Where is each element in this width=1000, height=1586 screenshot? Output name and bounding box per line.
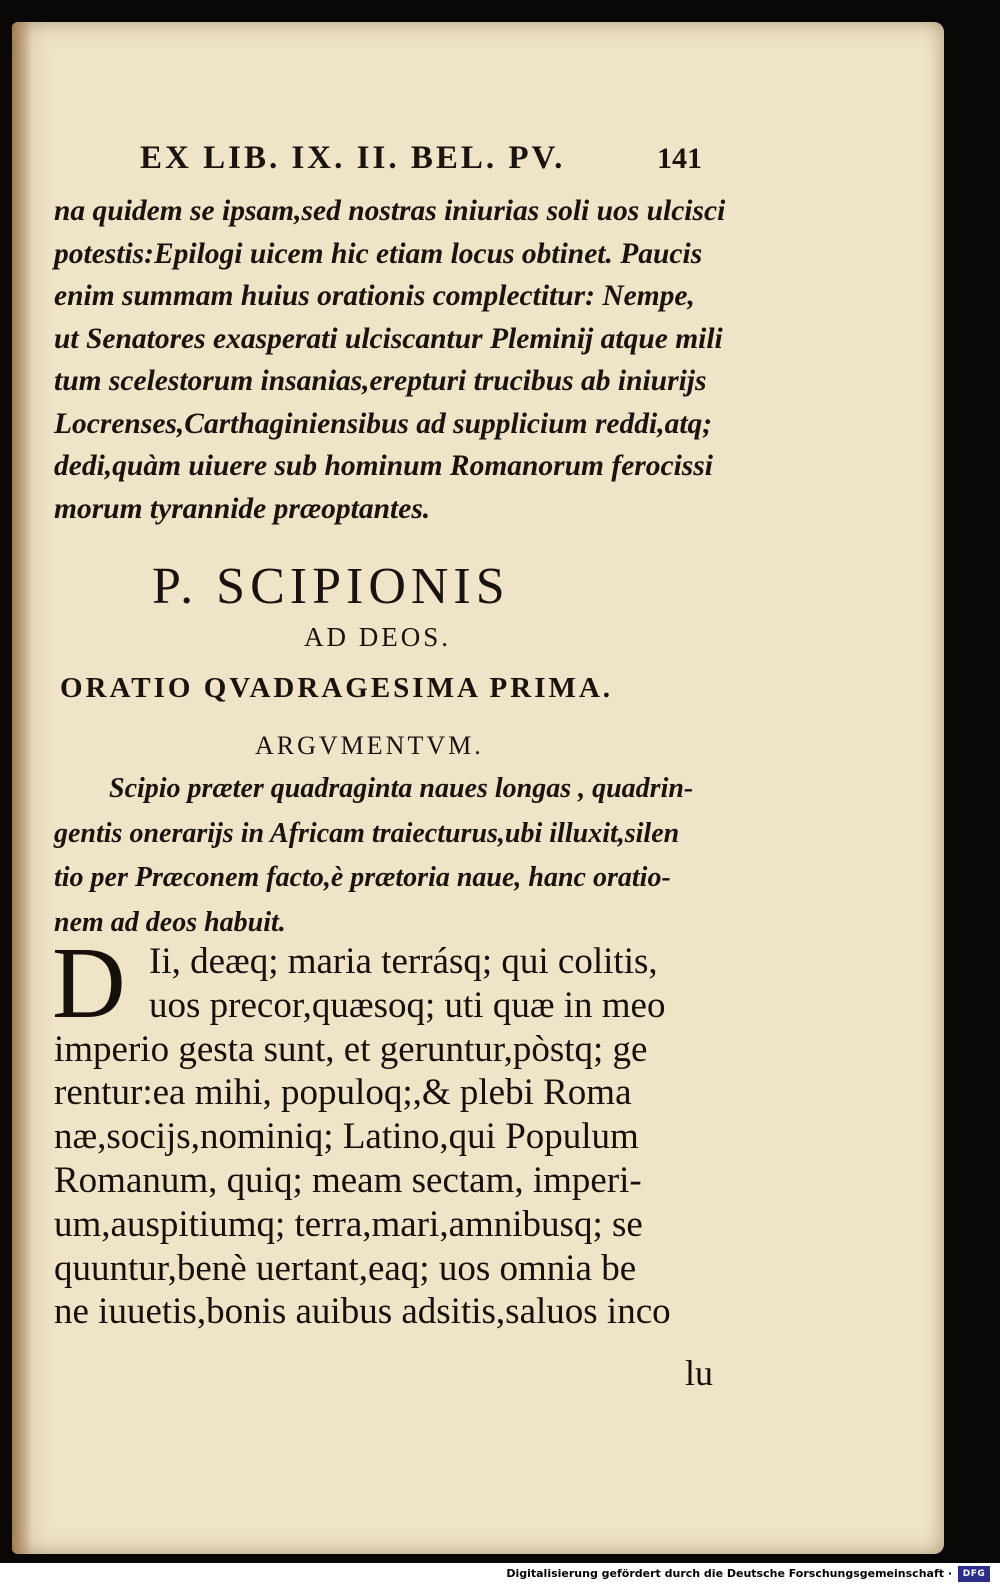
text-line: potestis:Epilogi uicem hic etiam locus obtinet. Paucis xyxy=(54,237,703,270)
text-line: tio per Præconem facto,è prætoria naue, hanc oratio- xyxy=(54,862,671,893)
text-line: um,auspitiumq; terra,mari,amnibusq; se xyxy=(54,1203,643,1245)
argument-text xyxy=(54,767,734,945)
text-line: næ,socijs,nominiq; Latino,qui Populum xyxy=(54,1116,639,1158)
text-line: quuntur,benè uertant,eaq; uos omnia be xyxy=(54,1247,637,1289)
oration-number: ORATIO QVADRAGESIMA PRIMA. xyxy=(60,672,614,704)
argument-heading: ARGVMENTVM. xyxy=(255,731,484,760)
text-line: gentis onerarijs in Africam traiecturus,ubi illuxit,silen xyxy=(54,817,680,849)
dfg-logo: DFG xyxy=(958,1566,990,1582)
page-gutter-shadow xyxy=(12,22,32,1554)
text-line: nem ad deos habuit. xyxy=(54,906,286,938)
catchword: lu xyxy=(685,1353,714,1393)
text-line: Locrenses,Carthaginiensibus ad supplicium reddi,atq; xyxy=(54,407,713,440)
text-line: rentur:ea mihi, populoq;,& plebi Roma xyxy=(54,1072,632,1114)
text-line: Scipio præter quadraginta naues longas , quadrin- xyxy=(109,773,694,804)
book-page xyxy=(12,22,944,1554)
page-number: 141 xyxy=(657,142,702,175)
text-line: na quidem se ipsam,sed nostras iniurias soli uos ulcisci xyxy=(54,195,726,227)
oration-title: P. SCIPIONIS xyxy=(152,558,510,615)
preceding-text xyxy=(54,190,734,530)
text-line: Romanum, quiq; meam sectam, imperi- xyxy=(54,1159,642,1201)
drop-cap-initial: D xyxy=(52,927,126,1040)
text-line: Ii, deæq; maria terrásq; qui colitis, xyxy=(149,941,658,982)
oration-text xyxy=(52,927,744,1334)
text-line: dedi,quàm uiuere sub hominum Romanorum ferocissi xyxy=(54,450,713,482)
text-line: tum scelestorum insanias,erepturi trucibus ab iniurijs xyxy=(54,365,707,397)
text-line: imperio gesta sunt, et geruntur,pòstq; ge xyxy=(54,1028,648,1070)
funding-credit: Digitalisierung gefördert durch die Deutsche Forschungsgemeinschaft · xyxy=(506,1567,952,1580)
footer-bar xyxy=(0,1563,1000,1586)
text-line: ne iuuetis,bonis auibus adsitis,saluos inco xyxy=(54,1291,671,1333)
running-head: EX LIB. IX. II. BEL. PV. xyxy=(140,140,566,176)
text-line: ut Senatores exasperati ulciscantur Pleminij atque mili xyxy=(54,322,723,355)
text-line: enim summam huius orationis complectitur: Nempe, xyxy=(54,280,695,312)
text-line: morum tyrannide præoptantes. xyxy=(54,492,431,525)
oration-subtitle: AD DEOS. xyxy=(304,622,452,652)
text-line: uos precor,quæsoq; uti quæ in meo xyxy=(149,984,666,1026)
